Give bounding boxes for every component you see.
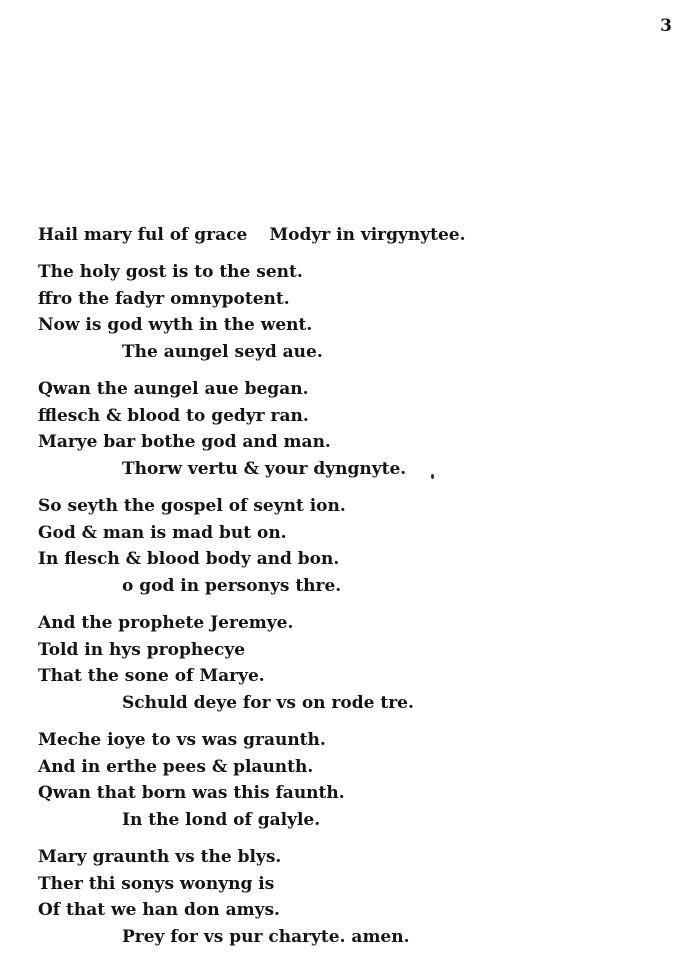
verse-line: So seyth the gospel of seynt ion.	[38, 496, 346, 516]
refrain-line: Schuld deye for vs on rode tre.	[122, 692, 414, 713]
refrain-line: The aungel seyd aue.	[122, 341, 323, 362]
verse-line: Marye bar bothe god and man.	[38, 432, 331, 452]
heading-right: Modyr in virgynytee.	[269, 225, 466, 245]
poem	[38, 222, 638, 961]
verse-line: The holy gost is to the sent.	[38, 262, 303, 282]
stanza	[38, 493, 638, 599]
page-number: 3	[660, 16, 672, 36]
verse-line: Ther thi sonys wonyng is	[38, 873, 275, 894]
verse-line: fflesch & blood to gedyr ran.	[38, 405, 309, 426]
stanza	[38, 259, 638, 365]
stanza	[38, 844, 638, 950]
verse-line: Meche ioye to vs was graunth.	[38, 730, 326, 750]
verse-line: ffro the fadyr omnypotent.	[38, 288, 290, 309]
verse-line: Told in hys prophecye	[38, 639, 246, 660]
verse-line: Now is god wyth in the went.	[38, 315, 313, 335]
verse-line: And the prophete Jeremye.	[38, 613, 294, 633]
refrain-line: Prey for vs pur charyte. amen.	[122, 926, 410, 947]
refrain-line: Thorw vertu & your dyngnyte.	[122, 458, 407, 479]
verse-line: Of that we han don amys.	[38, 900, 280, 920]
verse-line: Mary graunth vs the blys.	[38, 847, 282, 867]
verse-line: And in erthe pees & plaunth.	[38, 756, 314, 777]
verse-line: Qwan the aungel aue began.	[38, 379, 309, 399]
heading-left: Hail mary ful of grace	[38, 225, 248, 245]
stanza	[38, 376, 638, 482]
verse-line: Qwan that born was this faunth.	[38, 783, 345, 803]
verse-line: God & man is mad but on.	[38, 522, 287, 543]
refrain-line: o god in personys thre.	[122, 575, 342, 596]
stanza	[38, 727, 638, 833]
poem-heading	[38, 222, 638, 248]
refrain-line: In the lond of galyle.	[122, 809, 321, 830]
verse-line: In flesch & blood body and bon.	[38, 549, 340, 569]
stanza	[38, 610, 638, 716]
verse-line: That the sone of Marye.	[38, 666, 265, 686]
